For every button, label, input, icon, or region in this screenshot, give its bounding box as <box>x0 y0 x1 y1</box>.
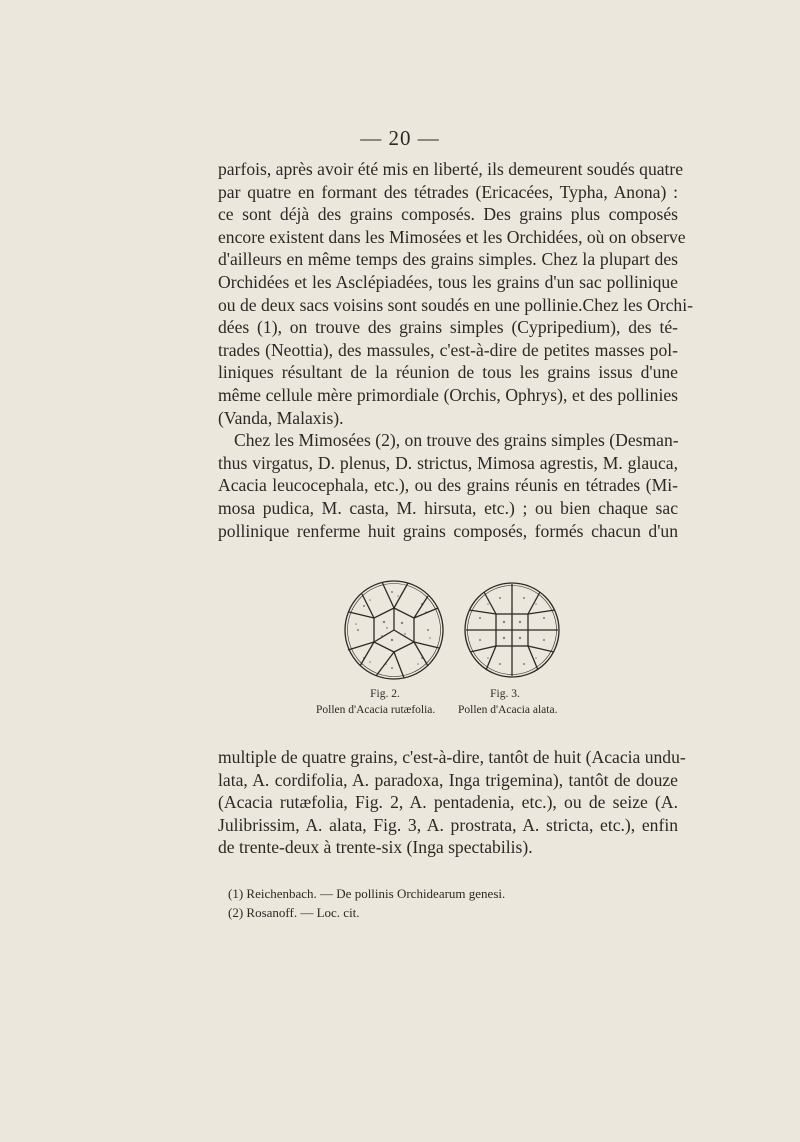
figure-2-pollen-acacia-rutaefolia <box>342 578 446 682</box>
text-line: encore existent dans les Mimosées et les Orchidées, où on observe <box>218 226 686 247</box>
text-line: thus virgatus, D. plenus, D. strictus, Mimosa agrestis, M. glauca, <box>218 452 678 473</box>
figure-3-caption: Pollen d'Acacia alata. <box>458 704 558 716</box>
text-line: multiple de quatre grains, c'est-à-dire, tantôt de huit (Acacia undu- <box>218 747 686 767</box>
text-line: Julibrissim, A. alata, Fig. 3, A. prostrata, A. stricta, etc.), enfin <box>218 814 678 835</box>
footnotes <box>228 884 505 922</box>
text-line: même cellule mère primordiale (Orchis, Ophrys), et des pollinies <box>218 384 678 405</box>
pollen-16-cell-illustration <box>462 578 562 682</box>
text-line: de trente-deux à trente-six (Inga spectabilis). <box>218 837 533 858</box>
text-line: parfois, après avoir été mis en liberté, ils demeurent soudés quatre <box>218 159 684 179</box>
text-line: lata, A. cordifolia, A. paradoxa, Inga trigemina), tantôt de douze <box>218 769 678 790</box>
figure-2-label: Fig. 2. <box>370 688 400 700</box>
text-line: liniques résultant de la réunion de tous les grains issus d'une <box>218 362 678 383</box>
text-line: pollinique renferme huit grains composés, formés chacun d'un <box>218 520 678 541</box>
pollen-12-cell-illustration <box>342 578 446 682</box>
text-line: ce sont déjà des grains composés. Des grains plus composés <box>218 204 678 225</box>
text-line: Acacia leucocephala, etc.), ou des grains réunis en tétrades (Mi- <box>218 475 678 496</box>
text-line: dées (1), on trouve des grains simples (Cypripedium), des té- <box>218 317 678 338</box>
text-line: trades (Neottia), des massules, c'est-à-dire de petites masses pol- <box>218 339 678 360</box>
figure-2-caption: Pollen d'Acacia rutæfolia. <box>316 704 436 716</box>
text-line: par quatre en formant des tétrades (Ericacées, Typha, Anona) : <box>218 181 678 202</box>
figure-3-label: Fig. 3. <box>490 688 520 700</box>
text-line: Chez les Mimosées (2), on trouve des grains simples (Desman- <box>234 430 679 451</box>
main-text-top <box>218 158 693 542</box>
page-number: — 20 — <box>360 126 440 150</box>
footnote-2: (2) Rosanoff. — Loc. cit. <box>228 905 360 920</box>
text-line: (Vanda, Malaxis). <box>218 407 344 428</box>
footnote-1: (1) Reichenbach. — De pollinis Orchidearum genesi. <box>228 886 506 901</box>
text-line: (Acacia rutæfolia, Fig. 2, A. pentadenia, etc.), ou de seize (A. <box>218 792 678 813</box>
text-line: ou de deux sacs voisins sont soudés en une pollinie.Chez les Orchi- <box>218 294 693 315</box>
text-line: d'ailleurs en même temps des grains simples. Chez la plupart des <box>218 249 678 270</box>
pollen-figures <box>316 578 600 734</box>
main-text-bottom <box>218 746 686 859</box>
text-line: mosa pudica, M. casta, M. hirsuta, etc.) ; ou bien chaque sac <box>218 497 678 518</box>
text-line: Orchidées et les Asclépiadées, tous les grains d'un sac pollinique <box>218 271 678 292</box>
figure-3-pollen-acacia-alata <box>462 578 562 682</box>
